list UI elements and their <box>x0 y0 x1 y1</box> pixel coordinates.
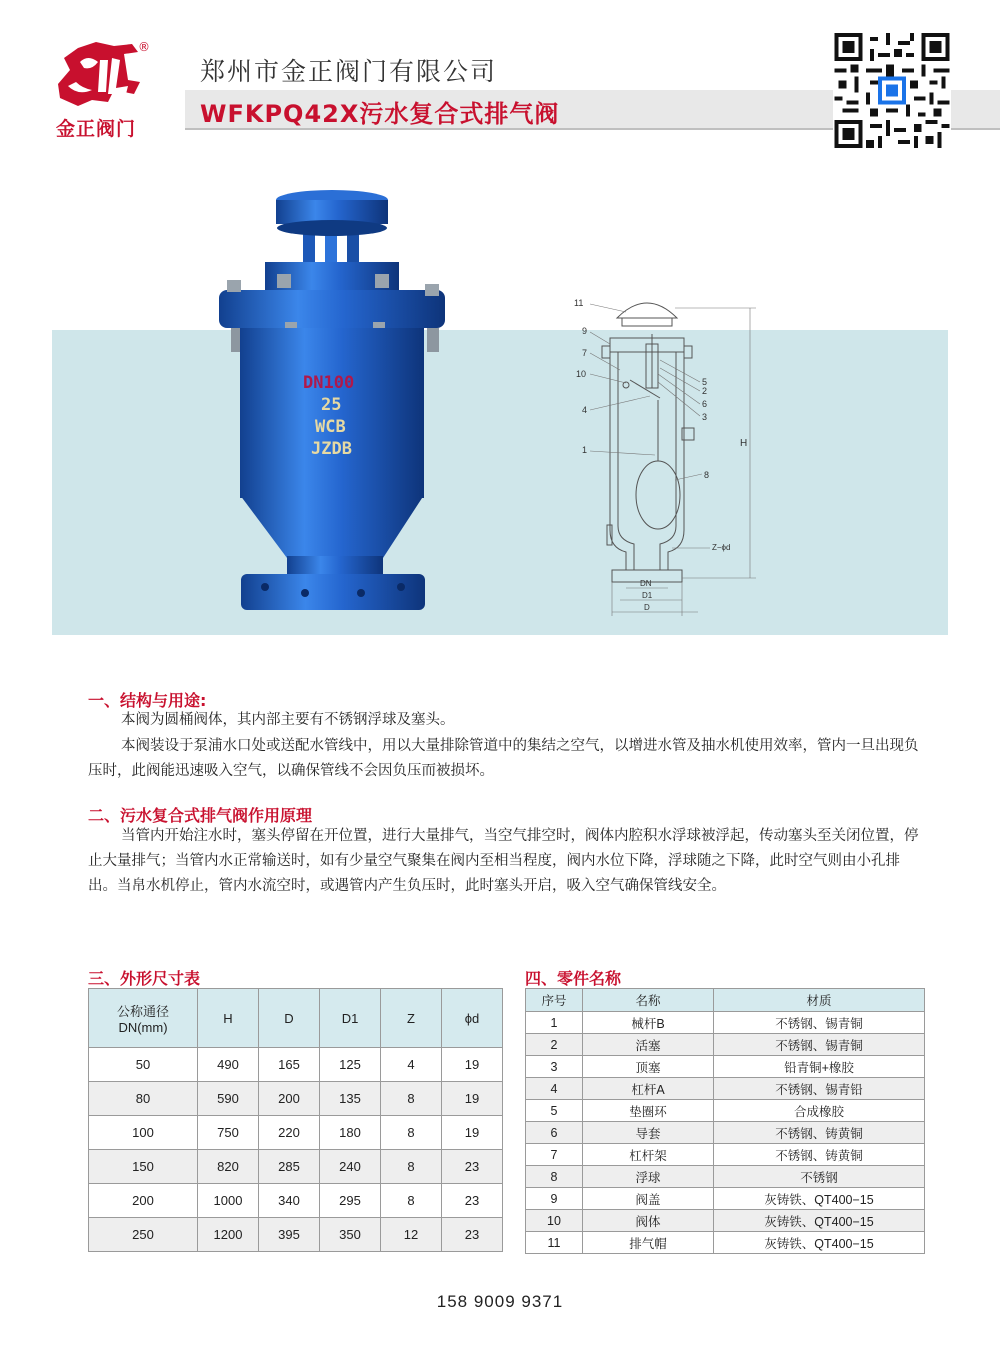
cell-index: 1 <box>526 1012 583 1034</box>
cell-h: 820 <box>198 1150 259 1184</box>
callout-10: 10 <box>576 369 587 379</box>
section1-paragraph2: 本阀装设于泵浦水口处或送配水管线中，用以大量排除管道中的集结之空气，以增进水管及抽水机使用效率，管内一旦出现负压时，此阀能迅速吸入空气，以确保管线不会因负压而被损坏。 <box>88 738 919 779</box>
col-material: 材质 <box>714 989 925 1012</box>
cell-phid: 19 <box>442 1048 503 1082</box>
col-index: 序号 <box>526 989 583 1012</box>
col-part-name: 名称 <box>583 989 714 1012</box>
table-row <box>89 1150 503 1184</box>
cell-z: 8 <box>381 1082 442 1116</box>
valve-marking-dn: DN100 <box>303 373 355 393</box>
table-row <box>526 1056 925 1078</box>
table-row <box>526 1188 925 1210</box>
cell-index: 9 <box>526 1188 583 1210</box>
dimension-table <box>88 988 503 1252</box>
table-row <box>526 1166 925 1188</box>
cell-dn: 80 <box>89 1082 198 1116</box>
registered-mark: ® <box>138 40 150 54</box>
cell-part-name: 浮球 <box>583 1166 714 1188</box>
col-phid: ϕd <box>442 989 503 1048</box>
cell-index: 6 <box>526 1122 583 1144</box>
table-row <box>526 1232 925 1254</box>
cell-z: 8 <box>381 1150 442 1184</box>
parts-table-header <box>526 989 925 1012</box>
cell-part-name: 导套 <box>583 1122 714 1144</box>
table-row <box>89 1116 503 1150</box>
callout-2: 2 <box>702 386 708 396</box>
col-z: Z <box>381 989 442 1048</box>
cell-d1: 295 <box>320 1184 381 1218</box>
cell-phid: 23 <box>442 1218 503 1252</box>
cell-part-name: 顶塞 <box>583 1056 714 1078</box>
col-d: D <box>259 989 320 1048</box>
cell-h: 1200 <box>198 1218 259 1252</box>
cell-material: 不锈钢、铸黄铜 <box>714 1144 925 1166</box>
cell-z: 8 <box>381 1116 442 1150</box>
logo-text: 金正阀门 <box>56 118 137 140</box>
section3-heading: 三、外形尺寸表 <box>88 969 201 988</box>
cell-h: 490 <box>198 1048 259 1082</box>
cell-d: 395 <box>259 1218 320 1252</box>
cell-material: 灰铸铁、QT400−15 <box>714 1210 925 1232</box>
cell-dn: 200 <box>89 1184 198 1218</box>
cell-dn: 50 <box>89 1048 198 1082</box>
cell-d1: 135 <box>320 1082 381 1116</box>
cell-h: 1000 <box>198 1184 259 1218</box>
cell-h: 590 <box>198 1082 259 1116</box>
callout-6: 6 <box>702 399 708 409</box>
valve-marking-pn: 25 <box>321 395 342 415</box>
cell-index: 2 <box>526 1034 583 1056</box>
section2-paragraph: 当管内开始注水时，塞头停留在开位置，进行大量排气，当空气排空时，阀体内腔积水浮球被浮起，传动塞头至关闭位置，停止大量排气；当管内水正常输送时，如有少量空气聚集在阀内至相当程度，阀内水位下降，浮球随之下降，此时空气则由小孔排出。当帛水机停止，管内水流空时，或遇管内产生负压时，此时塞头开启，吸入空气确保管线安全。 <box>88 828 919 894</box>
cell-phid: 23 <box>442 1184 503 1218</box>
dim-z: Z−ϕd <box>712 543 731 552</box>
dim-h: H <box>740 438 748 449</box>
cell-material: 不锈钢、锡青铅 <box>714 1078 925 1100</box>
cell-phid: 23 <box>442 1150 503 1184</box>
callout-3: 3 <box>702 412 708 422</box>
table-row <box>89 1218 503 1252</box>
cell-phid: 19 <box>442 1082 503 1116</box>
cell-material: 铅青铜+橡胶 <box>714 1056 925 1078</box>
company-name: 郑州市金正阀门有限公司 <box>200 57 498 86</box>
valve-marking-material: WCB <box>315 417 346 437</box>
logo-mark-icon <box>48 40 148 108</box>
valve-marking-brand: JZDB <box>311 439 352 459</box>
cell-material: 不锈钢 <box>714 1166 925 1188</box>
dim-d1: D1 <box>642 591 653 600</box>
cell-part-name: 排气帽 <box>583 1232 714 1254</box>
callout-8: 8 <box>704 470 710 480</box>
parts-table <box>525 988 925 1254</box>
dim-dn: DN <box>640 579 652 588</box>
table-row <box>526 1122 925 1144</box>
cell-dn: 100 <box>89 1116 198 1150</box>
cell-index: 10 <box>526 1210 583 1232</box>
table-row <box>526 1012 925 1034</box>
cell-h: 750 <box>198 1116 259 1150</box>
callout-7: 7 <box>582 348 588 358</box>
col-h: H <box>198 989 259 1048</box>
cell-d: 200 <box>259 1082 320 1116</box>
cell-part-name: 阀体 <box>583 1210 714 1232</box>
callout-4: 4 <box>582 405 588 415</box>
section1-heading: 一、结构与用途: <box>88 691 207 710</box>
contact-phone: 158 9009 9371 <box>436 1292 564 1311</box>
cell-dn: 150 <box>89 1150 198 1184</box>
hero-band <box>52 330 948 635</box>
cell-phid: 19 <box>442 1116 503 1150</box>
table-row <box>526 1210 925 1232</box>
cell-d: 165 <box>259 1048 320 1082</box>
section4-heading: 四、零件名称 <box>525 969 622 988</box>
table-row <box>89 1048 503 1082</box>
callout-11: 11 <box>574 298 584 308</box>
cell-z: 8 <box>381 1184 442 1218</box>
table-row <box>526 1034 925 1056</box>
table-row <box>526 1100 925 1122</box>
table-row <box>89 1184 503 1218</box>
callout-1: 1 <box>582 445 588 455</box>
table-row <box>526 1144 925 1166</box>
cell-part-name: 械杆B <box>583 1012 714 1034</box>
cell-z: 12 <box>381 1218 442 1252</box>
section1-paragraph1: 本阀为圆桶阀体，其内部主要有不锈钢浮球及塞头。 <box>121 712 455 728</box>
table-row <box>89 1082 503 1116</box>
cell-part-name: 杠杆架 <box>583 1144 714 1166</box>
callout-9: 9 <box>582 326 588 336</box>
col-dn: 公称通径 DN(mm) <box>89 989 198 1048</box>
table-row <box>526 1078 925 1100</box>
valve-diagram <box>560 290 780 625</box>
cell-d: 340 <box>259 1184 320 1218</box>
dimension-table-header <box>89 989 503 1048</box>
col-d1: D1 <box>320 989 381 1048</box>
cell-part-name: 活塞 <box>583 1034 714 1056</box>
cell-d: 220 <box>259 1116 320 1150</box>
cell-index: 4 <box>526 1078 583 1100</box>
cell-z: 4 <box>381 1048 442 1082</box>
qr-code-icon <box>833 33 951 148</box>
cell-material: 灰铸铁、QT400−15 <box>714 1188 925 1210</box>
cell-index: 5 <box>526 1100 583 1122</box>
valve-photo-icon <box>205 190 465 630</box>
cell-part-name: 阀盖 <box>583 1188 714 1210</box>
cell-material: 不锈钢、铸黄铜 <box>714 1122 925 1144</box>
cell-material: 不锈钢、锡青铜 <box>714 1012 925 1034</box>
cell-index: 8 <box>526 1166 583 1188</box>
company-logo <box>48 40 158 140</box>
section2-heading: 二、污水复合式排气阀作用原理 <box>88 806 313 825</box>
cell-part-name: 杠杆A <box>583 1078 714 1100</box>
dim-d: D <box>644 603 650 612</box>
cell-part-name: 垫圈环 <box>583 1100 714 1122</box>
cell-material: 合成橡胶 <box>714 1100 925 1122</box>
cell-d1: 125 <box>320 1048 381 1082</box>
cell-index: 7 <box>526 1144 583 1166</box>
callout-5: 5 <box>702 377 708 387</box>
cell-dn: 250 <box>89 1218 198 1252</box>
cell-d1: 240 <box>320 1150 381 1184</box>
cell-material: 灰铸铁、QT400−15 <box>714 1232 925 1254</box>
cell-index: 11 <box>526 1232 583 1254</box>
cell-material: 不锈钢、锡青铜 <box>714 1034 925 1056</box>
cell-d1: 180 <box>320 1116 381 1150</box>
cell-d1: 350 <box>320 1218 381 1252</box>
cell-d: 285 <box>259 1150 320 1184</box>
cell-index: 3 <box>526 1056 583 1078</box>
product-title: WFKPQ42X污水复合式排气阀 <box>200 100 560 128</box>
